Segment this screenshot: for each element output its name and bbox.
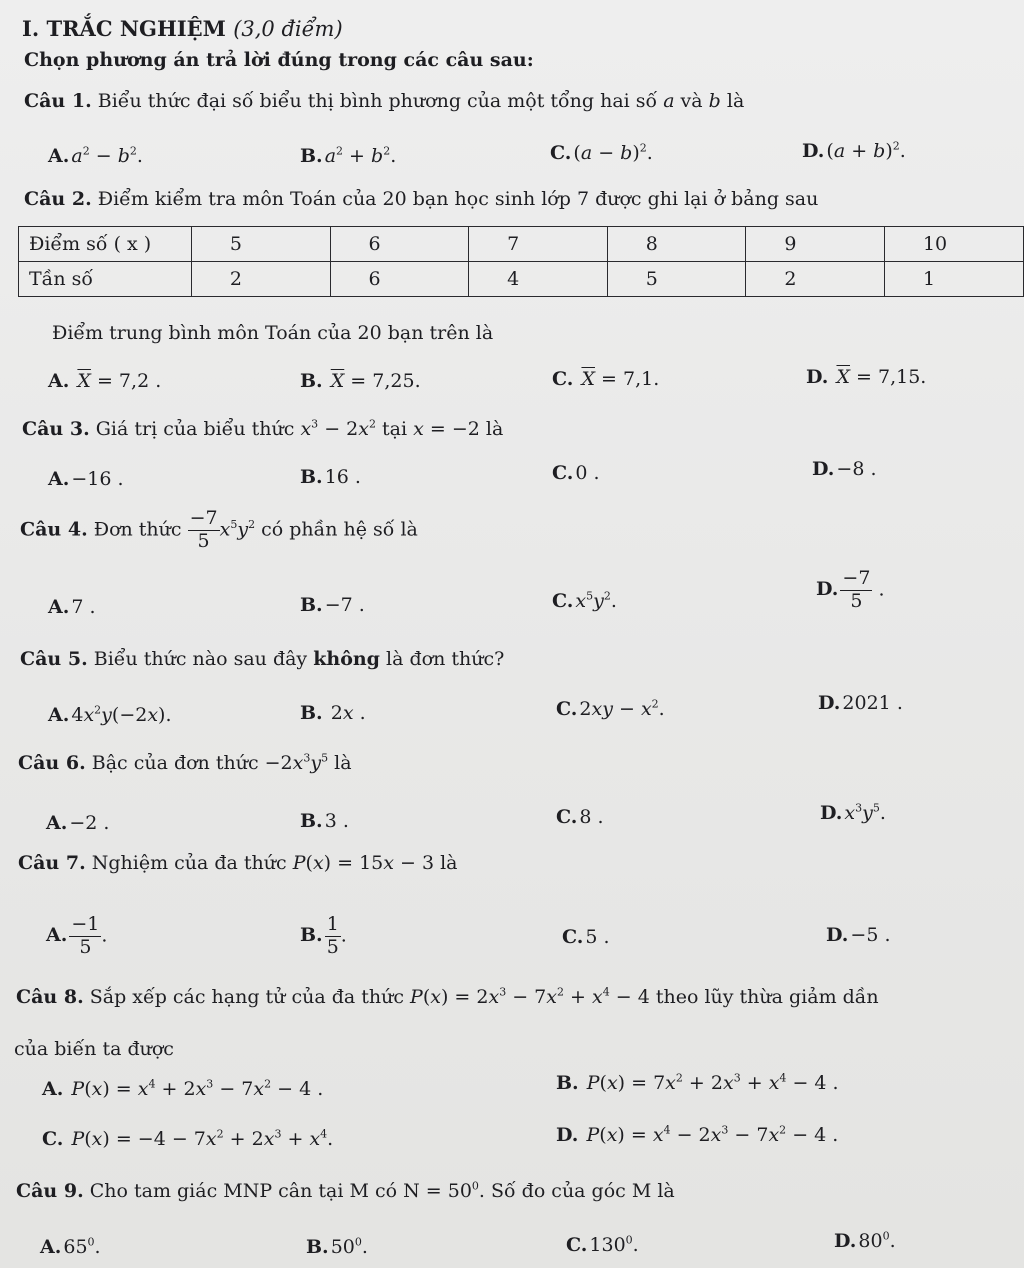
q2-option-a[interactable]: A. $\overline{X} = 7,2$ . <box>48 370 162 392</box>
table-cell: 7 <box>469 227 608 262</box>
table-cell: 2 <box>746 262 885 297</box>
q5-option-d[interactable]: D. 2021 . <box>818 692 903 714</box>
q3-option-a[interactable]: A. −16 . <box>48 468 124 490</box>
q9-option-c[interactable]: C. $130^0$. <box>566 1233 639 1256</box>
q1-option-b[interactable]: B. $a^2 + b^2$. <box>300 144 397 167</box>
q8-option-b[interactable]: B. $P(x) = 7x^2 + 2x^3 + x^4 - 4$ . <box>556 1071 839 1094</box>
q7-option-d[interactable]: D. −5 . <box>826 924 891 946</box>
table-cell: 4 <box>469 262 608 297</box>
q7-option-b[interactable]: B. $\frac{1}{5}$ . <box>300 913 347 958</box>
table-cell: 6 <box>330 227 469 262</box>
table-header-score: Điểm số ( x ) <box>19 227 192 262</box>
q8-option-a[interactable]: A. $P(x) = x^4 + 2x^3 - 7x^2 - 4$ . <box>42 1077 324 1100</box>
q6-option-d[interactable]: D. $x^3y^5$. <box>820 801 886 824</box>
q5-option-a[interactable]: A. $4x^2y(-2x)$. <box>48 703 172 726</box>
table-cell: 2 <box>191 262 330 297</box>
q3-option-d[interactable]: D. −8 . <box>812 458 877 480</box>
question-6: Câu 6. Bậc của đơn thức $-2x^3y^5$ là <box>18 751 352 774</box>
table-row <box>19 262 1024 297</box>
table-cell: 5 <box>191 227 330 262</box>
question-2: Câu 2. Điểm kiểm tra môn Toán của 20 bạn học sinh lớp 7 được ghi lại ở bảng sau <box>24 188 819 210</box>
score-table <box>18 226 1024 297</box>
table-cell: 1 <box>884 262 1023 297</box>
q4-option-b[interactable]: B. −7 . <box>300 594 365 616</box>
q3-option-b[interactable]: B. 16 . <box>300 466 361 488</box>
question-9: Câu 9. Cho tam giác MNP cân tại M có $N = 50^0$. Số đo của góc M là <box>16 1179 675 1202</box>
question-8-line-2: của biến ta được <box>14 1038 174 1060</box>
q1-option-d[interactable]: D. $(a + b)^2$. <box>802 139 906 162</box>
table-cell: 6 <box>330 262 469 297</box>
q3-option-c[interactable]: C. 0 . <box>552 462 600 484</box>
table-cell: 8 <box>607 227 746 262</box>
q4-option-d[interactable]: D. $\frac{-7}{5}$ . <box>816 567 885 612</box>
q7-option-c[interactable]: C. 5 . <box>562 926 610 948</box>
q5-option-b[interactable]: B. 2x . <box>300 702 366 724</box>
q7-option-a[interactable]: A. $\frac{-1}{5}$ . <box>46 913 108 958</box>
question-1: Câu 1. Biểu thức đại số biểu thị bình phương của một tổng hai số a và b là <box>24 90 745 112</box>
q9-option-b[interactable]: B. $50^0$. <box>306 1235 368 1258</box>
question-2-subtext: Điểm trung bình môn Toán của 20 bạn trên là <box>52 322 494 344</box>
table-cell: 9 <box>746 227 885 262</box>
section-title: I. TRẮC NGHIỆM (3,0 điểm) <box>22 16 343 41</box>
question-3: Câu 3. Giá trị của biểu thức $x^3 - 2x^2$ tại x = −2 là <box>22 417 504 440</box>
q5-option-c[interactable]: C. $2xy - x^2$. <box>556 697 665 720</box>
table-row <box>19 227 1024 262</box>
q6-option-c[interactable]: C. 8 . <box>556 806 604 828</box>
q1-option-c[interactable]: C. $(a - b)^2$. <box>550 141 653 164</box>
question-8: Câu 8. Sắp xếp các hạng tử của đa thức $P(x) = 2x^3 - 7x^2 + x^4 - 4$ theo lũy thừa giảm dần <box>16 985 879 1008</box>
q2-option-d[interactable]: D. $\overline{X} = 7,15$. <box>806 366 927 388</box>
question-4: Câu 4. Đơn thức $\frac{-7}{5}$ $x^5y^2$ có phần hệ số là <box>20 507 418 552</box>
q8-option-c[interactable]: C. $P(x) = -4 - 7x^2 + 2x^3 + x^4$. <box>42 1127 334 1150</box>
q2-option-c[interactable]: C. $\overline{X} = 7,1$. <box>552 368 660 390</box>
question-7: Câu 7. Nghiệm của đa thức P(x) = 15x − 3 là <box>18 852 458 874</box>
q4-option-a[interactable]: A. 7 . <box>48 596 96 618</box>
q9-option-a[interactable]: A. $65^0$. <box>40 1235 101 1258</box>
q1-option-a[interactable]: A. $a^2 - b^2$. <box>48 144 143 167</box>
table-header-frequency: Tần số <box>19 262 192 297</box>
instruction: Chọn phương án trả lời đúng trong các câu sau: <box>24 49 534 71</box>
q2-option-b[interactable]: B. $\overline{X} = 7,25$. <box>300 370 421 392</box>
q6-option-b[interactable]: B. 3 . <box>300 810 349 832</box>
q6-option-a[interactable]: A. −2 . <box>46 812 110 834</box>
table-cell: 5 <box>607 262 746 297</box>
question-5: Câu 5. Biểu thức nào sau đây không là đơn thức? <box>20 648 505 670</box>
q9-option-d[interactable]: D. $80^0$. <box>834 1229 896 1252</box>
q4-option-c[interactable]: C. $x^5y^2$. <box>552 589 617 612</box>
q8-option-d[interactable]: D. $P(x) = x^4 - 2x^3 - 7x^2 - 4$ . <box>556 1123 839 1146</box>
table-cell: 10 <box>884 227 1023 262</box>
